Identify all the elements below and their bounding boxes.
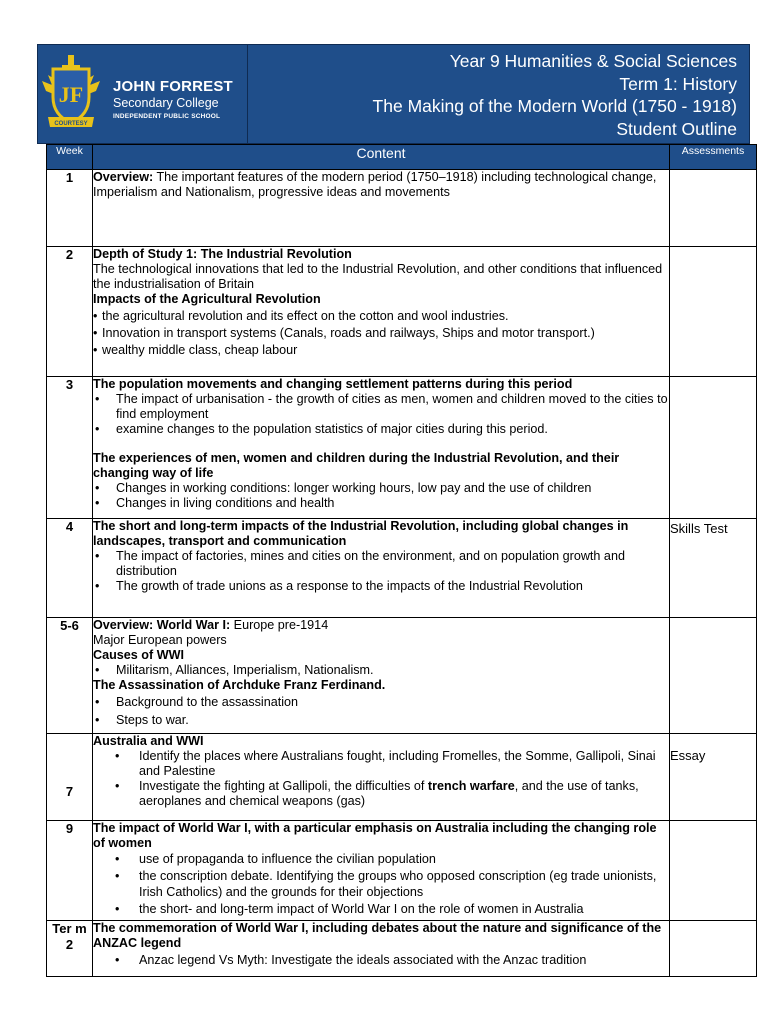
title-line: The Making of the Modern World (1750 - 1918) — [372, 96, 737, 116]
overview-label: Overview: — [93, 170, 154, 184]
school-subtitle: Secondary College — [113, 96, 219, 110]
section-text: The technological innovations that led to the Industrial Revolution, and other conditions that influenced the industrialisation of Britain — [93, 262, 663, 291]
section-subheading: The Assassination of Archduke Franz Ferdinand. — [93, 678, 386, 692]
section-heading: Australia and WWI — [93, 734, 204, 748]
table-row — [47, 170, 757, 247]
assessment-cell — [670, 377, 757, 519]
course-outline-table — [46, 144, 757, 977]
list-item: • Changes in working conditions: longer working hours, low pay and the use of children — [93, 481, 669, 496]
week-cell: 2 — [47, 247, 93, 377]
school-tagline: INDEPENDENT PUBLIC SCHOOL — [113, 113, 221, 120]
week-cell: 7 — [47, 734, 93, 821]
overview-text: Europe pre-1914 — [230, 618, 329, 632]
week-cell: 5-6 — [47, 618, 93, 734]
week-cell: 1 — [47, 170, 93, 247]
content-cell — [93, 821, 670, 921]
bullet-list — [93, 693, 669, 729]
bullet-list — [93, 481, 669, 511]
table-row — [47, 519, 757, 618]
content-cell — [93, 618, 670, 734]
crest-initials: JF — [58, 82, 84, 107]
section-text: Major European powers — [93, 633, 227, 647]
week-cell: Ter m 2 — [47, 921, 93, 977]
assessment-cell — [670, 170, 757, 247]
section-heading: The commemoration of World War I, including debates about the nature and significance of the ANZAC legend — [93, 921, 662, 950]
content-cell — [93, 734, 670, 821]
list-item: • Investigate the fighting at Gallipoli, the difficulties of trench warfare, and the use of tanks, aeroplanes and chemical weapons (gas) — [93, 779, 669, 809]
section-subheading: Causes of WWI — [93, 648, 184, 662]
list-item: • Changes in living conditions and health — [93, 496, 669, 511]
week-cell: 9 — [47, 821, 93, 921]
content-cell — [93, 519, 670, 618]
crest-motto: COURTESY — [54, 121, 88, 127]
bullet-list — [93, 549, 669, 594]
list-item: • Identify the places where Australians fought, including Fromelles, the Somme, Gallipoli, Sinai and Palestine — [93, 749, 669, 779]
list-item: • the agricultural revolution and its effect on the cotton and wool industries. — [93, 309, 669, 324]
table-header-row — [47, 145, 757, 170]
list-item: • Militarism, Alliances, Imperialism, Nationalism. — [93, 663, 669, 678]
week-cell: 3 — [47, 377, 93, 519]
list-item: • The impact of factories, mines and cities on the environment, and on population growth and distribution — [93, 549, 669, 579]
document-title — [373, 50, 737, 140]
assessment-cell: Essay — [670, 734, 757, 821]
header-assessments: Assessments — [670, 145, 757, 170]
assessment-cell — [670, 921, 757, 977]
overview-text: The important features of the modern period (1750–1918) including technological change, Imperialism and Nationalism, progressive ideas and movements — [93, 170, 657, 199]
table-row — [47, 734, 757, 821]
list-item: • examine changes to the population statistics of major cities during this period. — [93, 422, 669, 437]
document-header — [37, 44, 750, 144]
list-item: • The impact of urbanisation - the growth of cities as men, women and children moved to the cities to find employment — [93, 392, 669, 422]
list-item: • Innovation in transport systems (Canals, roads and railways, Ships and motor transport.) — [93, 326, 669, 341]
school-logo-panel — [38, 45, 248, 143]
bullet-list — [93, 749, 669, 809]
emphasis-text: trench warfare — [427, 779, 515, 793]
assessment-cell: Skills Test — [670, 519, 757, 618]
list-item: • wealthy middle class, cheap labour — [93, 343, 669, 358]
table-row — [47, 821, 757, 921]
list-item: • Anzac legend Vs Myth: Investigate the ideals associated with the Anzac tradition — [93, 951, 669, 969]
school-crest-logo — [42, 51, 100, 133]
section-heading: The short and long-term impacts of the Industrial Revolution, including global changes in landscapes, transport and communication — [93, 519, 629, 548]
table-row — [47, 618, 757, 734]
overview-label: Overview: World War I: — [93, 618, 231, 632]
section-heading: The impact of World War I, with a particular emphasis on Australia including the changing role of women — [93, 821, 657, 850]
section-heading: The population movements and changing settlement patterns during this period — [93, 377, 573, 391]
table-row — [47, 377, 757, 519]
header-content: Content — [93, 145, 670, 170]
content-cell — [93, 170, 670, 247]
header-week: Week — [47, 145, 93, 170]
bullet-list — [93, 951, 669, 969]
content-cell — [93, 247, 670, 377]
bullet-list — [93, 851, 669, 917]
title-line: Year 9 Humanities & Social Sciences — [449, 51, 737, 71]
title-line: Term 1: History — [619, 73, 737, 94]
content-cell — [93, 377, 670, 519]
list-item: • the conscription debate. Identifying the groups who opposed conscription (eg trade unionists, Irish Catholics) and the grounds for their objections — [93, 868, 669, 901]
section-subheading: Impacts of the Agricultural Revolution — [93, 292, 321, 306]
assessment-cell — [670, 821, 757, 921]
section-heading: Depth of Study 1: The Industrial Revolution — [93, 247, 352, 261]
bullet-list — [93, 663, 669, 678]
list-item: • Background to the assassination — [93, 693, 669, 711]
list-item: • use of propaganda to influence the civilian population — [93, 851, 669, 868]
table-row — [47, 921, 757, 977]
section-heading: The experiences of men, women and children during the Industrial Revolution, and their changing way of life — [93, 451, 620, 480]
bullet-list — [93, 392, 669, 437]
title-line: Student Outline — [616, 118, 737, 139]
list-item: • The growth of trade unions as a response to the impacts of the Industrial Revolution — [93, 579, 669, 594]
assessment-cell — [670, 618, 757, 734]
list-item: • Steps to war. — [93, 711, 669, 729]
table-row — [47, 247, 757, 377]
week-cell: 4 — [47, 519, 93, 618]
content-cell — [93, 921, 670, 977]
bullet-list — [93, 309, 669, 358]
assessment-cell — [670, 247, 757, 377]
list-item: • the short- and long-term impact of World War I on the role of women in Australia — [93, 901, 669, 918]
school-name: JOHN FORREST — [113, 78, 233, 95]
